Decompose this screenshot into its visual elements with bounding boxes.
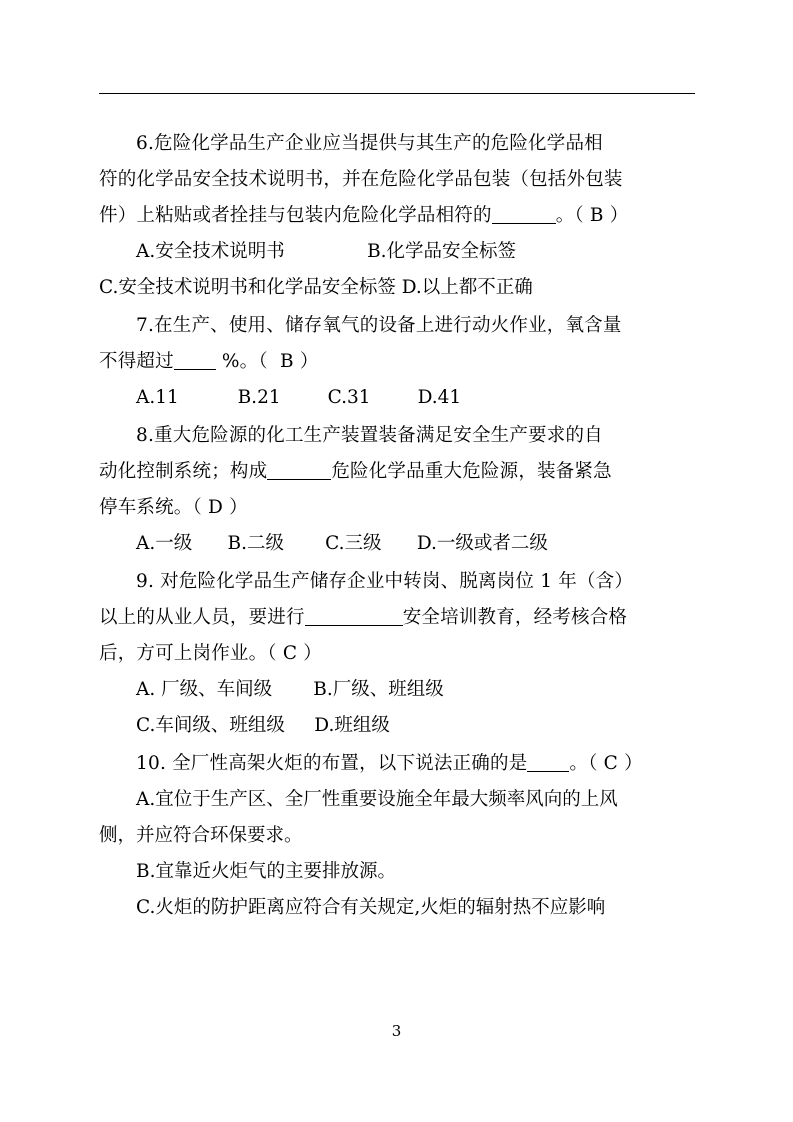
answer-blank (527, 771, 569, 772)
question-6-options-line-2: C.安全技术说明书和化学品安全标签 D.以上都不正确 (99, 277, 533, 298)
question-6-options-line-1: A.安全技术说明书 B.化学品安全标签 (136, 241, 517, 262)
question-8-options-line-1: A.一级 B.二级 C.三级 D.一级或者二级 (136, 533, 548, 554)
answer-blank (492, 223, 556, 224)
question-10-answer: 。（ C ） (569, 753, 643, 774)
question-10-line-1-text: 10. 全厂性高架火炬的布置，以下说法正确的是 (136, 753, 528, 774)
question-7-line-2-text: 不得超过 (99, 351, 174, 372)
question-10-options-line-4: C.火炬的防护距离应符合有关规定,火炬的辐射热不应影响 (136, 897, 606, 918)
question-7-line-1: 7.在生产、使用、储存氧气的设备上进行动火作业，氧含量 (136, 315, 622, 336)
question-6-line-2: 符的化学品安全技术说明书，并在危险化学品包装（包括外包装 (99, 169, 623, 190)
question-8-line-1: 8.重大危险源的化工生产装置装备满足安全生产要求的自 (136, 425, 603, 446)
question-6-line-3-text: 件）上粘贴或者拴挂与包装内危险化学品相符的 (99, 205, 492, 226)
answer-blank (267, 479, 331, 480)
question-9 (99, 564, 697, 744)
question-9-line-1: 9. 对危险化学品生产储存企业中转岗、脱离岗位 1 年（含） (136, 571, 634, 592)
question-9-line-2 (99, 600, 697, 636)
question-7 (99, 308, 697, 416)
question-10-line-1 (99, 746, 697, 782)
question-6-line-1: 6.危险化学品生产企业应当提供与其生产的危险化学品相 (136, 133, 603, 154)
question-7-line-2 (99, 344, 697, 380)
header-divider (99, 93, 695, 94)
question-10-options-line-3: B.宜靠近火炬气的主要排放源。 (136, 861, 396, 882)
question-9-line-2-tail: 安全培训教育，经考核合格 (402, 607, 628, 628)
question-10-options-line-2: 侧，并应符合环保要求。 (99, 825, 303, 846)
question-9-line-3: 后，方可上岗作业。（ C ） (99, 643, 322, 664)
question-7-options-line-1: A.11 B.21 C.31 D.41 (136, 387, 462, 408)
question-8-line-2 (99, 454, 697, 490)
question-10 (99, 746, 697, 926)
question-10-options-line-1: A.宜位于生产区、全厂性重要设施全年最大频率风向的上风 (136, 789, 618, 810)
question-9-line-2-text: 以上的从业人员，要进行 (99, 607, 305, 628)
question-8 (99, 418, 697, 562)
question-7-answer: %。（ B ） (215, 351, 319, 372)
question-6-answer: 。（ B ） (555, 205, 629, 226)
question-8-line-3: 停车系统。（ D ） (99, 497, 248, 518)
page-number: 3 (391, 1022, 402, 1040)
question-8-line-2-text: 动化控制系统；构成 (99, 461, 268, 482)
answer-blank (174, 369, 216, 370)
answer-blank (305, 625, 403, 626)
question-9-options-line-1: A. 厂级、车间级 B.厂级、班组级 (136, 679, 444, 700)
question-6 (99, 126, 697, 306)
document-content (99, 126, 697, 928)
question-9-options-line-2: C.车间级、班组级 D.班组级 (136, 715, 390, 736)
question-6-line-3 (99, 198, 697, 234)
question-8-line-2-tail: 危险化学品重大危险源，装备紧急 (331, 461, 612, 482)
